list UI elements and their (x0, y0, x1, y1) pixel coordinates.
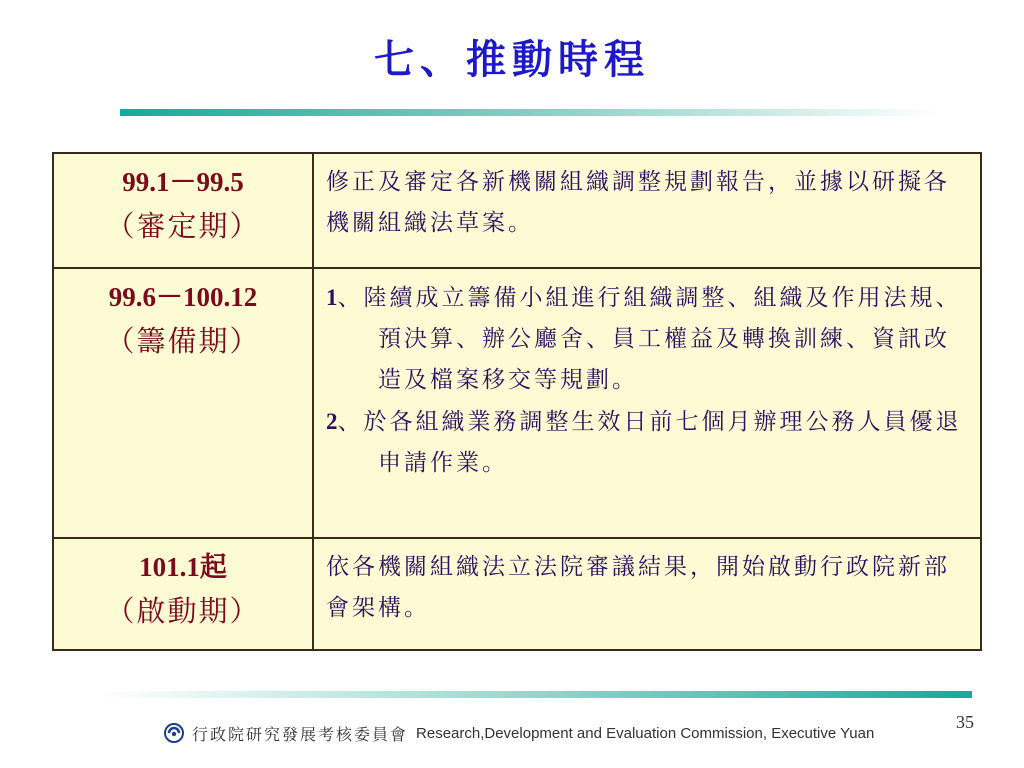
footer-divider (100, 691, 972, 698)
table-row (53, 538, 981, 650)
footer (164, 721, 874, 745)
period-phase: （籌備期） (105, 324, 261, 358)
period-range: 101.1起 (139, 552, 227, 582)
table-row (53, 153, 981, 268)
content-text: 修正及審定各新機關組織調整規劃報告，並據以研擬各機關組織法草案。 (326, 169, 950, 236)
item-number: 1 (326, 285, 338, 310)
item-text: 、陸續成立籌備小組進行組織調整、組織及作用法規、預決算、辦公廳舍、員工權益及轉換訓練、資訊改造及檔案移交等規劃。 (337, 285, 962, 393)
page-number: 35 (956, 712, 974, 732)
item-text: 、於各組織業務調整生效日前七個月辦理公務人員優退申請作業。 (337, 409, 962, 476)
page-title: 七、推動時程 (374, 36, 650, 83)
footer-org-zh: 行政院研究發展考核委員會 (192, 724, 409, 744)
period-cell (53, 268, 313, 538)
rdec-logo-icon (164, 723, 184, 743)
period-phase: （審定期） (105, 209, 261, 243)
period-phase: （啟動期） (105, 594, 261, 628)
period-cell (53, 538, 313, 650)
content-cell (313, 268, 981, 538)
table-row (53, 268, 981, 538)
period-cell (53, 153, 313, 268)
item-number: 2 (326, 409, 338, 434)
list-item (326, 277, 970, 401)
content-cell (313, 153, 981, 268)
footer-org-en: Research,Development and Evaluation Commission, Executive Yuan (416, 724, 875, 742)
period-range: 99.6－100.12 (108, 282, 258, 312)
period-range: 99.1－99.5 (122, 167, 244, 197)
content-text: 依各機關組織法立法院審議結果，開始啟動行政院新部會架構。 (326, 554, 950, 621)
content-cell (313, 538, 981, 650)
title-divider (120, 109, 940, 116)
schedule-table (52, 152, 982, 651)
list-item (326, 401, 970, 484)
